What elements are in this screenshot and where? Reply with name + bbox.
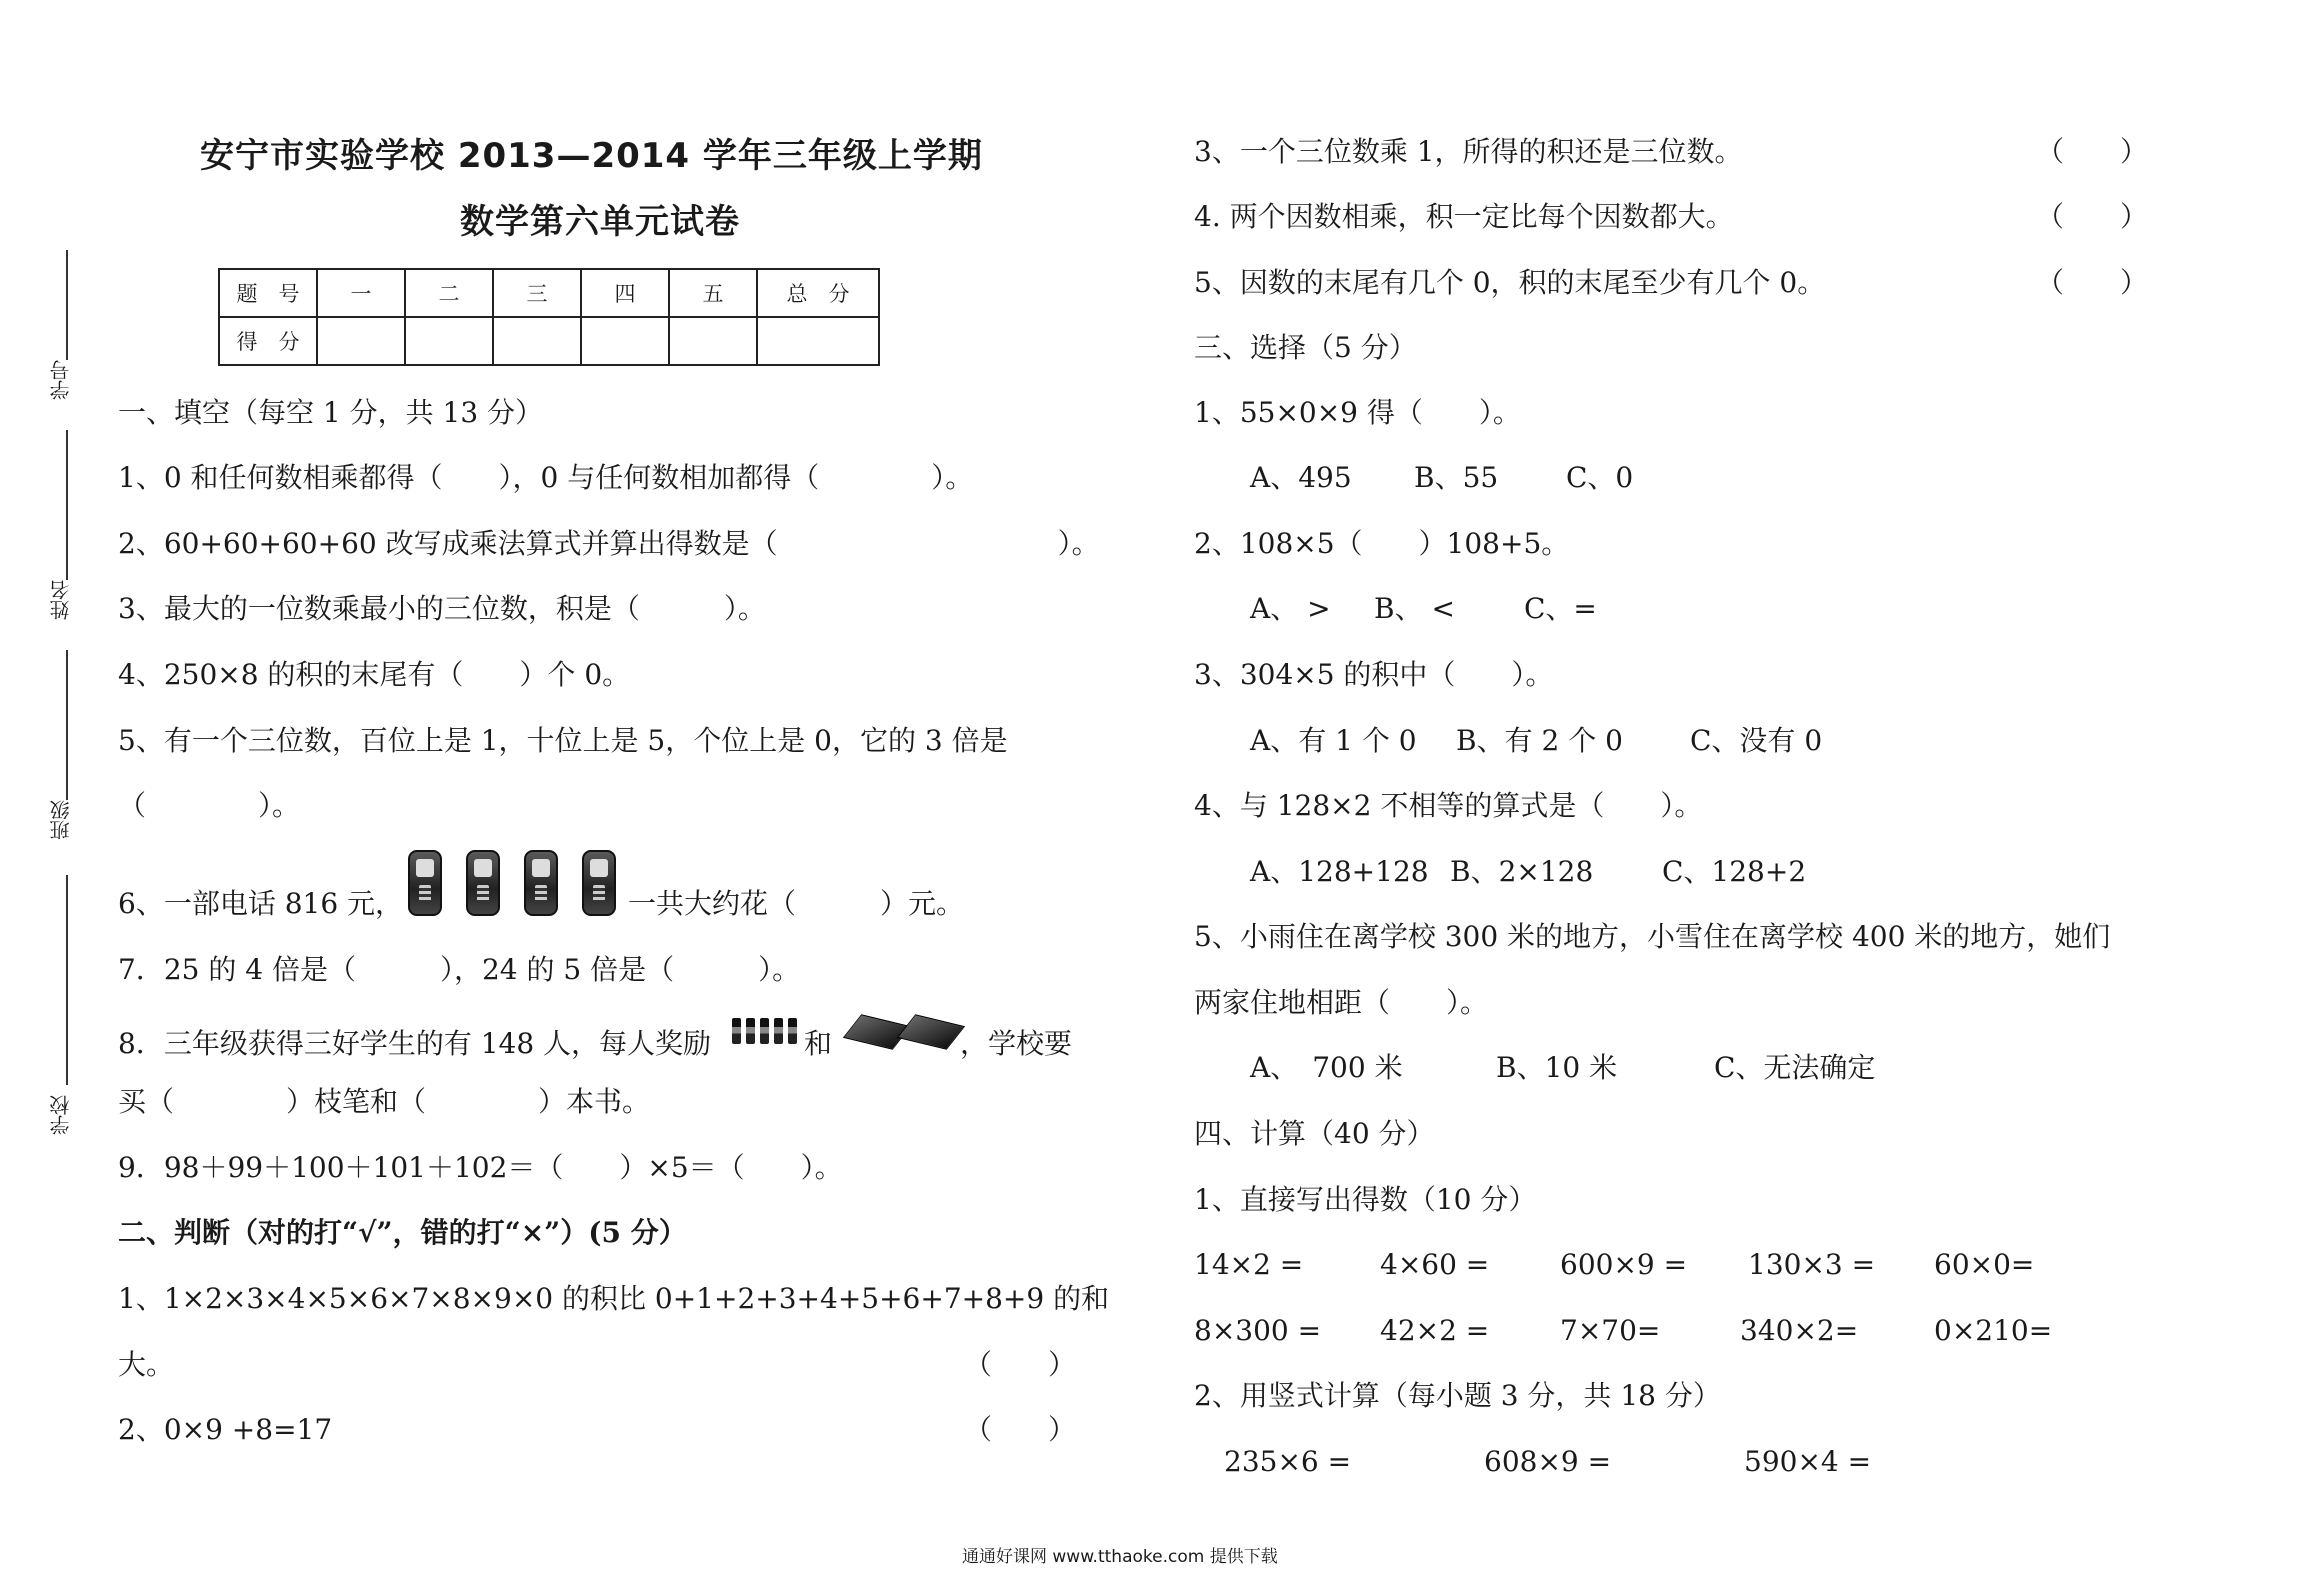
choice-question-3: 3、304×5 的积中（ ）。 [1194,658,1554,691]
pencil-icon [732,1018,741,1044]
margin-label-class: 班级 [49,800,73,840]
score-blank[interactable] [757,317,879,365]
choice-option[interactable]: C、= [1524,592,1597,625]
fill-question-9: 9．98＋99＋100＋101＋102＝（ ）×5＝（ ）。 [118,1151,843,1184]
score-cell-1: 一 [317,269,405,317]
score-table [218,268,880,366]
choice-question-2: 2、108×5（ ）108+5。 [1194,527,1570,560]
score-blank[interactable] [317,317,405,365]
answer-paren[interactable]: （ ） [964,1413,1077,1446]
score-cell-2: 二 [405,269,493,317]
vertical-calc-item: 608×9 = [1484,1445,1612,1478]
answer-paren[interactable]: （ ） [2036,200,2149,233]
answer-paren[interactable]: （ ） [964,1348,1077,1381]
fill-question-3: 3、最大的一位数乘最小的三位数，积是（ ）。 [118,592,766,625]
pencil-icon [746,1018,755,1044]
judge-question-1-line1: 1、1×2×3×4×5×6×7×8×9×0 的积比 0+1+2+3+4+5+6+7+8+9 的和 [118,1282,1110,1315]
fill-question-8-start: 8．三年级获得三好学生的有 148 人，每人奖励 [118,1027,712,1060]
book-icon [897,1014,965,1050]
calc-part1-heading: 1、直接写出得数（10 分） [1194,1183,1537,1216]
calc-item: 130×3 = [1748,1248,1876,1281]
judge-question-2: 2、0×9 +8=17 [118,1413,333,1446]
judge-question-3: 3、一个三位数乘 1，所得的积还是三位数。 [1194,135,1743,168]
choice-option[interactable]: B、2×128 [1450,855,1594,888]
choice-option[interactable]: B、55 [1414,461,1499,494]
vertical-calc-item: 590×4 = [1744,1445,1872,1478]
section3-heading: 三、选择（5 分） [1194,331,1417,364]
score-blank[interactable] [493,317,581,365]
calc-item: 600×9 = [1560,1248,1688,1281]
pencil-icon [774,1018,783,1044]
calc-item: 0×210= [1934,1314,2053,1347]
choice-question-4: 4、与 128×2 不相等的算式是（ ）。 [1194,789,1703,822]
pencil-icon [788,1018,797,1044]
fill-question-2: 2、60+60+60+60 改写成乘法算式并算出得数是（ ）。 [118,527,1100,560]
choice-option[interactable]: A、 700 米 [1250,1051,1403,1084]
footer-credit: 通通好课网 www.tthaoke.com 提供下载 [962,1547,1278,1567]
choice-option[interactable]: B、10 米 [1496,1051,1618,1084]
choice-option[interactable]: C、无法确定 [1714,1051,1876,1084]
score-table-score-row [219,317,879,365]
judge-question-4: 4. 两个因数相乘，积一定比每个因数都大。 [1194,200,1734,233]
score-cell-5: 五 [669,269,757,317]
score-blank[interactable] [405,317,493,365]
calc-item: 8×300 = [1194,1314,1322,1347]
pencil-icon [760,1018,769,1044]
calc-item: 60×0= [1934,1248,2035,1281]
fill-question-5-line2: （ ）。 [118,789,301,822]
fill-question-8-end: ，学校要 [960,1027,1073,1060]
calc-item: 340×2= [1740,1314,1859,1347]
margin-line [66,250,68,360]
section4-heading: 四、计算（40 分） [1194,1117,1435,1150]
calc-item: 4×60 = [1380,1248,1490,1281]
fill-question-6-end: 一共大约花（ ）元。 [628,887,965,920]
calc-item: 42×2 = [1380,1314,1490,1347]
score-blank[interactable] [669,317,757,365]
calc-item: 14×2 = [1194,1248,1304,1281]
fill-question-7: 7．25 的 4 倍是（ ），24 的 5 倍是（ ）。 [118,953,801,986]
choice-option[interactable]: C、128+2 [1662,855,1807,888]
vertical-calc-item: 235×6 = [1224,1445,1352,1478]
phone-icon [408,850,442,916]
margin-line [66,430,68,580]
margin-label-student-id: 学号 [49,360,73,400]
score-blank[interactable] [581,317,669,365]
choice-option[interactable]: B、有 2 个 0 [1456,724,1623,757]
exam-title-line1: 安宁市实验学校 2013—2014 学年三年级上学期 [200,136,983,176]
calc-item: 7×70= [1560,1314,1661,1347]
margin-label-school: 学校 [49,1095,73,1135]
score-cell-4: 四 [581,269,669,317]
score-cell-label: 题 号 [219,269,317,317]
choice-option[interactable]: A、 > [1250,592,1331,625]
calc-part2-heading: 2、用竖式计算（每小题 3 分，共 18 分） [1194,1379,1721,1412]
section2-heading: 二、判断（对的打“√”，错的打“×”）(5 分） [118,1216,687,1249]
fill-question-6-start: 6、一部电话 816 元， [118,887,404,920]
fill-question-5-line1: 5、有一个三位数，百位上是 1，十位上是 5，个位上是 0，它的 3 倍是 [118,724,1008,757]
fill-question-8-line2: 买（ ）枝笔和（ ）本书。 [118,1085,651,1118]
choice-option[interactable]: C、0 [1566,461,1634,494]
margin-line [66,875,68,1085]
exam-title-line2: 数学第六单元试卷 [460,202,740,242]
phone-icon [524,850,558,916]
phone-icon [466,850,500,916]
choice-question-5-line1: 5、小雨住在离学校 300 米的地方，小雪住在离学校 400 米的地方，她们 [1194,920,2111,953]
choice-option[interactable]: B、 < [1374,592,1455,625]
judge-question-5: 5、因数的末尾有几个 0，积的末尾至少有几个 0。 [1194,266,1826,299]
section1-heading: 一、填空（每空 1 分，共 13 分） [118,396,544,429]
fill-question-8-and: 和 [804,1027,833,1060]
fill-question-4: 4、250×8 的积的末尾有（ ）个 0。 [118,658,631,691]
fill-question-1: 1、0 和任何数相乘都得（ ），0 与任何数相加都得（ ）。 [118,461,974,494]
choice-question-1: 1、55×0×9 得（ ）。 [1194,396,1521,429]
choice-option[interactable]: A、128+128 [1250,855,1429,888]
margin-label-name: 姓名 [49,580,73,620]
judge-question-1-line2: 大。 [118,1348,175,1381]
score-table-header-row [219,269,879,317]
choice-option[interactable]: A、495 [1250,461,1352,494]
choice-option[interactable]: A、有 1 个 0 [1250,724,1417,757]
score-cell-total: 总 分 [757,269,879,317]
choice-question-5-line2: 两家住地相距（ ）。 [1194,986,1489,1019]
answer-paren[interactable]: （ ） [2036,266,2149,299]
choice-option[interactable]: C、没有 0 [1690,724,1823,757]
score-row-label: 得 分 [219,317,317,365]
margin-line [66,650,68,800]
answer-paren[interactable]: （ ） [2036,135,2149,168]
score-cell-3: 三 [493,269,581,317]
phone-icon [582,850,616,916]
